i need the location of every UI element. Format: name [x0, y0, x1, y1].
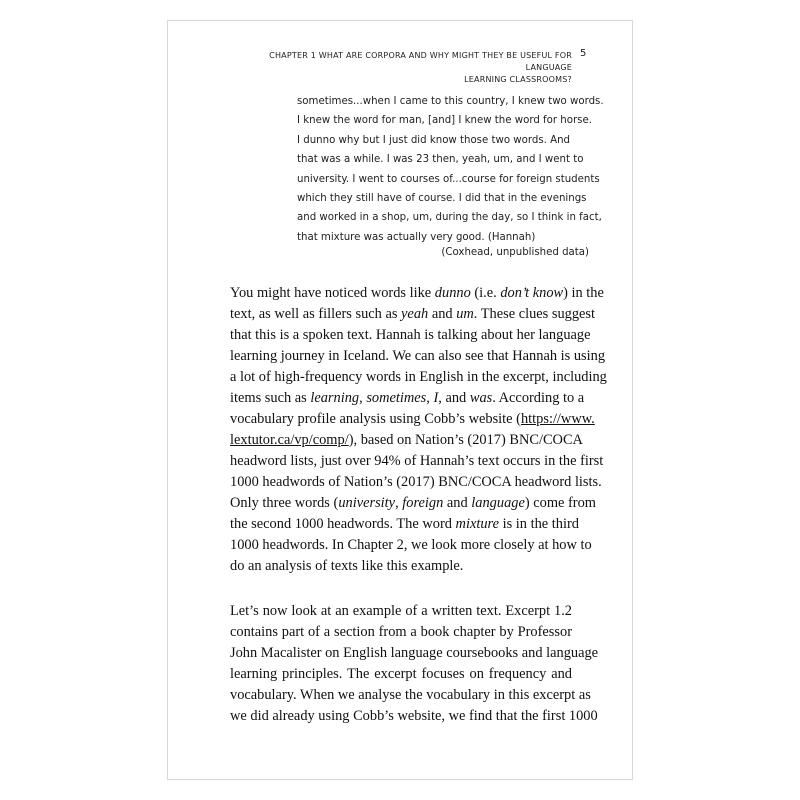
excerpt-line: and worked in a shop, um, during the day, so I think in fact,: [297, 212, 602, 224]
text-line: 1000 headwords of Nation’s (2017) BNC/COCA headword lists.: [230, 474, 602, 490]
paragraph-spoken-text: [230, 283, 607, 577]
text-line: vocabulary profile analysis using Cobb’s website (https://www.: [230, 411, 595, 427]
text-line: headword lists, just over 94% of Hannah’s text occurs in the first: [230, 453, 604, 469]
chapter-title-line2: LEARNING CLASSROOMS?: [464, 75, 572, 84]
text-line: learning journey in Iceland. We can also see that Hannah is using: [230, 348, 606, 364]
text-line: items such as learning, sometimes, I, and was. According to a: [230, 390, 585, 406]
excerpt-line: I dunno why but I just did know those two words. And: [297, 134, 571, 146]
text-line: lextutor.ca/vp/comp/), based on Nation’s (2017) BNC/COCA: [230, 432, 583, 448]
text-line: a lot of high-frequency words in English in the excerpt, including: [230, 369, 607, 385]
text-line: 1000 headwords. In Chapter 2, we look more closely at how to: [230, 537, 592, 553]
text-line: contains part of a section from a book chapter by Professor: [230, 624, 572, 640]
text-line: text, as well as fillers such as yeah and um. These clues suggest: [230, 306, 596, 322]
text-line: Only three words (university, foreign and language) come from: [230, 495, 596, 511]
lextutor-link[interactable]: https://www.: [520, 411, 595, 427]
page-number: 5: [580, 48, 587, 59]
text-line: learning principles. The excerpt focuses on frequency and: [230, 666, 572, 682]
chapter-title: CHAPTER 1 WHAT ARE CORPORA AND WHY MIGHT THEY BE USEFUL FOR LANGUAGE: [269, 51, 572, 72]
text-line: You might have noticed words like dunno (i.e. don’t know) in the: [230, 285, 604, 301]
excerpt-line: that was a while. I was 23 then, yeah, um, and I went to: [297, 154, 584, 166]
text-line: vocabulary. When we analyse the vocabulary in this excerpt as: [230, 687, 591, 703]
running-head: [230, 50, 572, 86]
excerpt-line: that mixture was actually very good. (Hannah): [297, 231, 536, 243]
text-line: Let’s now look at an example of a written text. Excerpt 1.2: [230, 603, 572, 619]
lextutor-link-continued[interactable]: lextutor.ca/vp/comp/: [230, 432, 349, 448]
excerpt-line: I knew the word for man, [and] I knew the word for horse.: [297, 115, 592, 127]
paragraph-written-text: [230, 601, 599, 727]
text-line: do an analysis of texts like this example.: [230, 558, 464, 574]
excerpt-line: university. I went to courses of...course for foreign students: [297, 173, 600, 185]
text-line: that this is a spoken text. Hannah is talking about her language: [230, 327, 591, 343]
interview-excerpt: [297, 92, 604, 247]
text-line: we did already using Cobb’s website, we find that the first 1000: [230, 708, 598, 724]
excerpt-line: sometimes...when I came to this country, I knew two words.: [297, 96, 604, 107]
excerpt-line: which they still have of course. I did that in the evenings: [297, 193, 587, 205]
excerpt-citation: (Coxhead, unpublished data): [441, 247, 589, 258]
text-line: John Macalister on English language coursebooks and language: [230, 645, 599, 661]
text-line: the second 1000 headwords. The word mixture is in the third: [230, 516, 579, 532]
